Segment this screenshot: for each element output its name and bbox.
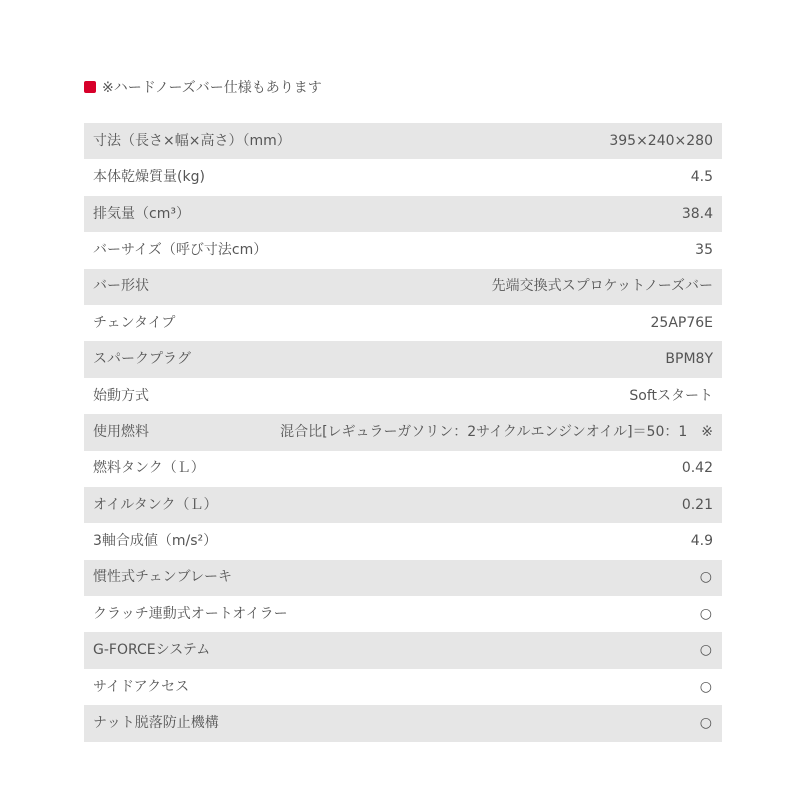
spec-row bbox=[84, 705, 722, 741]
spec-value: 38.4 bbox=[681, 205, 713, 222]
spec-row bbox=[84, 669, 722, 705]
spec-label: 使用燃料 bbox=[93, 423, 149, 440]
spec-value: 4.5 bbox=[690, 169, 713, 186]
spec-label: 慣性式チェンブレーキ bbox=[93, 569, 233, 586]
spec-available-mark: ○ bbox=[699, 715, 712, 732]
spec-available-mark: ○ bbox=[699, 605, 712, 622]
spec-value: 25AP76E bbox=[650, 314, 713, 331]
spec-value: 混合比[レギュラーガソリン：2サイクルエンジンオイル]＝50：1 ※ bbox=[280, 423, 713, 440]
spec-label: 3軸合成値（m/s²） bbox=[93, 533, 218, 550]
spec-table-body bbox=[84, 123, 722, 742]
spec-row bbox=[84, 159, 722, 195]
spec-row bbox=[84, 451, 722, 487]
spec-label: バー形状 bbox=[93, 278, 149, 295]
spec-value: Softスタート bbox=[629, 387, 713, 404]
spec-row bbox=[84, 487, 722, 523]
spec-note bbox=[84, 76, 322, 98]
spec-row bbox=[84, 196, 722, 232]
spec-label: 燃料タンク（Ｌ） bbox=[93, 460, 205, 477]
spec-row bbox=[84, 414, 722, 450]
spec-label: バーサイズ（呼び寸法cm） bbox=[93, 241, 268, 258]
spec-available-mark: ○ bbox=[699, 569, 712, 586]
spec-row bbox=[84, 123, 722, 159]
spec-label: 排気量（cm³） bbox=[93, 205, 190, 222]
red-square-icon bbox=[84, 81, 96, 93]
spec-value: 先端交換式スプロケットノーズバー bbox=[491, 278, 713, 295]
spec-label: 寸法（長さ×幅×高さ）（mm） bbox=[93, 132, 291, 149]
spec-row bbox=[84, 560, 722, 596]
spec-label: スパークプラグ bbox=[93, 351, 191, 368]
spec-value: 0.42 bbox=[681, 460, 713, 477]
spec-label: G-FORCEシステム bbox=[93, 642, 211, 659]
spec-label: 本体乾燥質量(kg) bbox=[93, 169, 205, 186]
spec-value: 0.21 bbox=[681, 496, 713, 513]
spec-note-text: ※ハードノーズバー仕様もあります bbox=[102, 80, 322, 96]
spec-row bbox=[84, 632, 722, 668]
spec-row bbox=[84, 232, 722, 268]
spec-value: 4.9 bbox=[690, 533, 713, 550]
spec-label: ナット脱落防止機構 bbox=[93, 715, 219, 732]
spec-label: チェンタイプ bbox=[93, 314, 176, 331]
spec-table bbox=[84, 123, 722, 742]
spec-label: クラッチ連動式オートオイラー bbox=[93, 605, 288, 622]
spec-row bbox=[84, 341, 722, 377]
spec-value: 395×240×280 bbox=[609, 132, 713, 149]
spec-row bbox=[84, 523, 722, 559]
spec-label: オイルタンク（Ｌ） bbox=[93, 496, 218, 513]
spec-value: BPM8Y bbox=[665, 351, 713, 368]
spec-row bbox=[84, 269, 722, 305]
spec-available-mark: ○ bbox=[699, 678, 712, 695]
spec-label: サイドアクセス bbox=[93, 678, 190, 695]
spec-row bbox=[84, 305, 722, 341]
spec-value: 35 bbox=[695, 241, 713, 258]
spec-label: 始動方式 bbox=[93, 387, 149, 404]
spec-row bbox=[84, 378, 722, 414]
spec-row bbox=[84, 596, 722, 632]
spec-available-mark: ○ bbox=[699, 642, 712, 659]
